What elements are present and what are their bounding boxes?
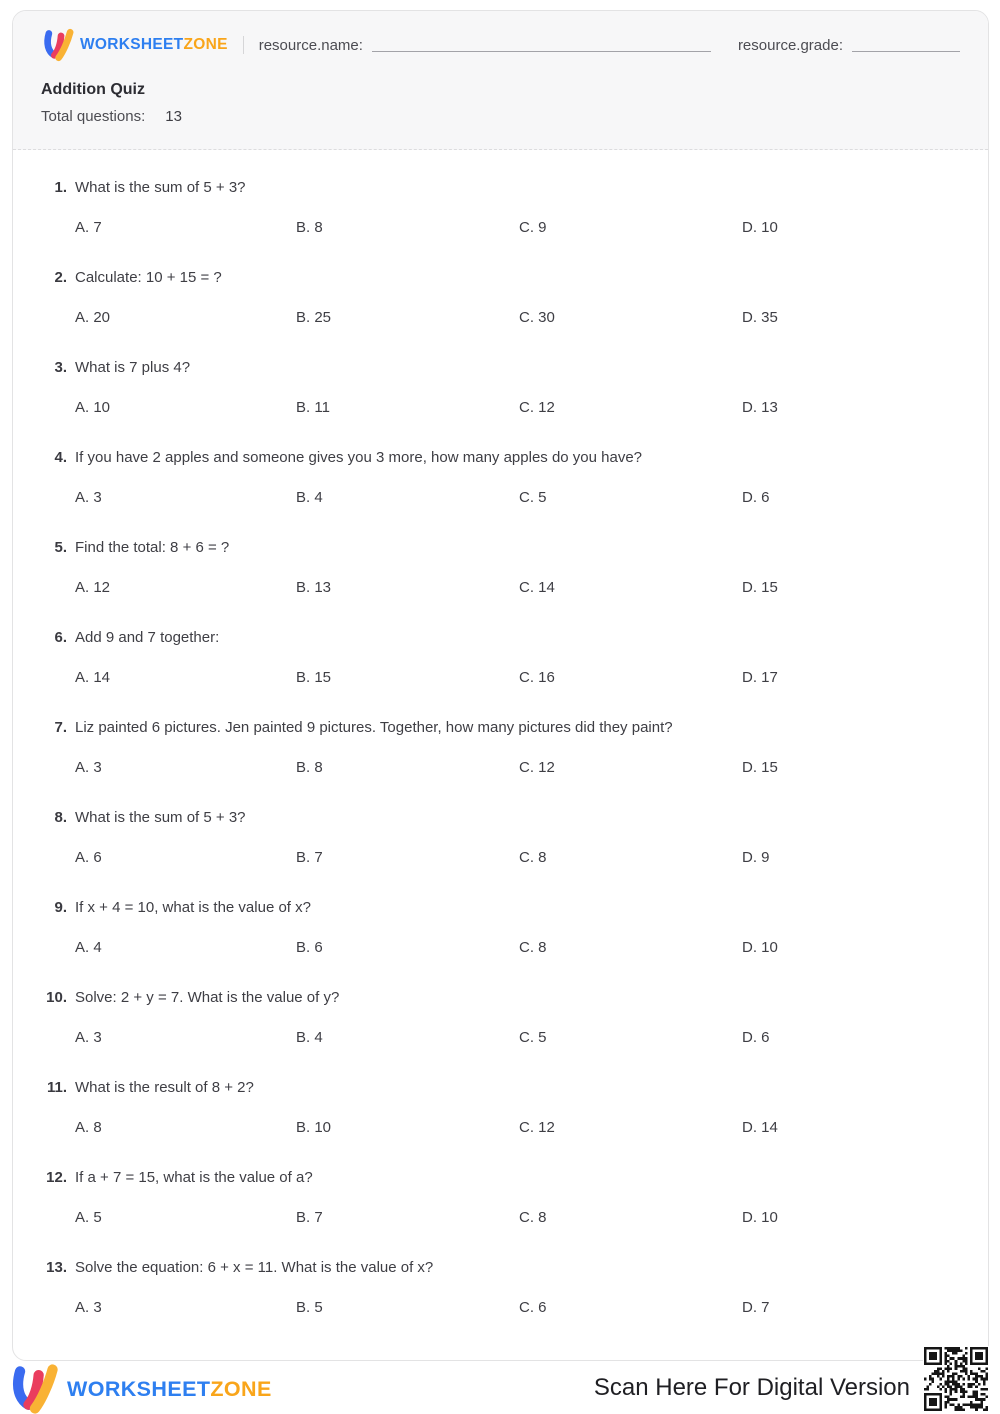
- answer-option-b: B. 6: [296, 939, 323, 956]
- answer-option-c: C. 8: [519, 1209, 547, 1226]
- total-questions-label: Total questions:: [41, 108, 146, 125]
- question-text: What is 7 plus 4?: [75, 359, 191, 376]
- answer-option-a: A. 7: [75, 219, 102, 236]
- question-line: [41, 538, 960, 558]
- answer-option-a: A. 6: [75, 849, 102, 866]
- answer-options-row: [75, 578, 960, 598]
- quiz-title: Addition Quiz: [41, 81, 145, 98]
- answer-option-a: A. 20: [75, 309, 111, 326]
- answer-options-row: [75, 1208, 960, 1228]
- question-block: [41, 268, 960, 328]
- worksheet-header: [13, 11, 988, 150]
- header-row: [41, 26, 960, 64]
- answer-option-b: B. 8: [296, 219, 323, 236]
- answer-option-c: C. 5: [519, 1029, 547, 1046]
- footer-logo-wordmark: [67, 1377, 272, 1402]
- answer-options-row: [75, 938, 960, 958]
- answer-option-c: C. 12: [519, 759, 555, 776]
- question-line: [41, 448, 960, 468]
- answer-option-a: A. 3: [75, 1299, 102, 1316]
- question-line: [41, 178, 960, 198]
- question-block: [41, 1078, 960, 1138]
- question-text: Solve: 2 + y = 7. What is the value of y?: [75, 989, 340, 1006]
- footer-worksheetzone-logo: [8, 1363, 272, 1414]
- question-number: 2.: [54, 269, 67, 286]
- logo-word-zone: ZONE: [183, 36, 228, 53]
- answer-option-b: B. 5: [296, 1299, 323, 1316]
- qr-code: [923, 1346, 989, 1412]
- question-text: If a + 7 = 15, what is the value of a?: [75, 1169, 313, 1186]
- question-block: [41, 178, 960, 238]
- questions-list: [13, 150, 988, 1318]
- question-number: 5.: [54, 539, 67, 556]
- question-number: 12.: [46, 1169, 67, 1186]
- answer-option-b: B. 11: [296, 399, 330, 416]
- question-number: 11.: [46, 1079, 67, 1096]
- answer-option-d: D. 10: [742, 1209, 778, 1226]
- answer-option-d: D. 15: [742, 579, 778, 596]
- question-line: [41, 808, 960, 828]
- question-number: 1.: [54, 179, 67, 196]
- question-text: Calculate: 10 + 15 = ?: [75, 269, 222, 286]
- answer-option-a: A. 12: [75, 579, 111, 596]
- answer-options-row: [75, 668, 960, 688]
- answer-option-a: A. 14: [75, 669, 111, 686]
- answer-option-a: A. 3: [75, 1029, 102, 1046]
- question-block: [41, 628, 960, 688]
- question-block: [41, 808, 960, 868]
- question-number: 3.: [54, 359, 67, 376]
- answer-options-row: [75, 308, 960, 328]
- answer-option-d: D. 10: [742, 939, 778, 956]
- answer-option-c: C. 14: [519, 579, 555, 596]
- question-text: Liz painted 6 pictures. Jen painted 9 pictures. Together, how many pictures did they paint?: [75, 719, 673, 736]
- question-line: [41, 1078, 960, 1098]
- answer-options-row: [75, 218, 960, 238]
- total-questions-value: 13: [165, 108, 182, 125]
- question-block: [41, 448, 960, 508]
- answer-option-c: C. 30: [519, 309, 555, 326]
- answer-option-d: D. 35: [742, 309, 778, 326]
- worksheetzone-w-icon: [8, 1363, 60, 1414]
- logo-word-worksheet: WORKSHEET: [80, 36, 184, 53]
- answer-option-d: D. 13: [742, 399, 778, 416]
- worksheetzone-logo: [41, 28, 228, 62]
- worksheetzone-w-icon: [41, 28, 75, 62]
- question-block: [41, 1258, 960, 1318]
- logo-word-worksheet: WORKSHEET: [67, 1376, 211, 1401]
- answer-option-a: A. 3: [75, 759, 102, 776]
- resource-grade-label: resource.grade:: [737, 36, 843, 54]
- question-number: 7.: [54, 719, 67, 736]
- answer-option-b: B. 8: [296, 759, 323, 776]
- question-block: [41, 358, 960, 418]
- answer-option-a: A. 3: [75, 489, 102, 506]
- question-line: [41, 628, 960, 648]
- resource-grade-blank-line: [852, 38, 960, 52]
- answer-option-b: B. 7: [296, 849, 323, 866]
- header-divider: [243, 36, 244, 54]
- answer-options-row: [75, 1298, 960, 1318]
- question-text: What is the sum of 5 + 3?: [75, 179, 246, 196]
- question-number: 10.: [46, 989, 67, 1006]
- question-text: Find the total: 8 + 6 = ?: [75, 539, 230, 556]
- question-text: If you have 2 apples and someone gives you 3 more, how many apples do you have?: [75, 449, 643, 466]
- question-line: [41, 898, 960, 918]
- page-footer: [8, 1364, 992, 1414]
- answer-options-row: [75, 1028, 960, 1048]
- question-text: What is the sum of 5 + 3?: [75, 809, 246, 826]
- answer-option-b: B. 4: [296, 489, 323, 506]
- resource-name-blank-line: [372, 38, 711, 52]
- answer-option-c: C. 8: [519, 849, 547, 866]
- answer-option-b: B. 7: [296, 1209, 323, 1226]
- answer-option-b: B. 13: [296, 579, 332, 596]
- answer-option-d: D. 7: [742, 1299, 770, 1316]
- answer-option-c: C. 12: [519, 1119, 555, 1136]
- total-questions: [41, 108, 960, 125]
- answer-option-a: A. 10: [75, 399, 111, 416]
- question-line: [41, 1258, 960, 1278]
- answer-options-row: [75, 1118, 960, 1138]
- answer-option-c: C. 9: [519, 219, 547, 236]
- answer-option-b: B. 4: [296, 1029, 323, 1046]
- answer-option-a: A. 5: [75, 1209, 102, 1226]
- question-line: [41, 988, 960, 1008]
- question-line: [41, 1168, 960, 1188]
- question-number: 9.: [54, 899, 67, 916]
- logo-word-zone: ZONE: [210, 1376, 272, 1401]
- worksheet-card: [12, 10, 989, 1361]
- answer-option-c: C. 8: [519, 939, 547, 956]
- question-number: 4.: [54, 449, 67, 466]
- question-text: What is the result of 8 + 2?: [75, 1079, 254, 1096]
- answer-option-d: D. 9: [742, 849, 770, 866]
- question-number: 13.: [46, 1259, 67, 1276]
- resource-name-label: resource.name:: [258, 36, 363, 54]
- answer-option-c: C. 5: [519, 489, 547, 506]
- question-block: [41, 1168, 960, 1228]
- answer-option-d: D. 14: [742, 1119, 778, 1136]
- answer-option-d: D. 6: [742, 1029, 770, 1046]
- question-number: 8.: [54, 809, 67, 826]
- question-block: [41, 718, 960, 778]
- answer-options-row: [75, 758, 960, 778]
- scan-here-label: Scan Here For Digital Version: [593, 1374, 910, 1401]
- answer-option-a: A. 8: [75, 1119, 102, 1136]
- answer-option-d: D. 15: [742, 759, 778, 776]
- question-text: Add 9 and 7 together:: [75, 629, 220, 646]
- question-line: [41, 358, 960, 378]
- answer-option-d: D. 17: [742, 669, 778, 686]
- logo-wordmark: [80, 36, 228, 54]
- answer-options-row: [75, 488, 960, 508]
- question-line: [41, 268, 960, 288]
- answer-options-row: [75, 848, 960, 868]
- answer-option-a: A. 4: [75, 939, 102, 956]
- question-text: Solve the equation: 6 + x = 11. What is the value of x?: [75, 1259, 434, 1276]
- answer-option-b: B. 10: [296, 1119, 332, 1136]
- answer-option-c: C. 12: [519, 399, 555, 416]
- question-text: If x + 4 = 10, what is the value of x?: [75, 899, 311, 916]
- question-block: [41, 988, 960, 1048]
- question-block: [41, 898, 960, 958]
- answer-option-b: B. 15: [296, 669, 332, 686]
- answer-options-row: [75, 398, 960, 418]
- answer-option-b: B. 25: [296, 309, 332, 326]
- question-line: [41, 718, 960, 738]
- answer-option-d: D. 10: [742, 219, 778, 236]
- answer-option-d: D. 6: [742, 489, 770, 506]
- question-number: 6.: [54, 629, 67, 646]
- answer-option-c: C. 16: [519, 669, 555, 686]
- answer-option-c: C. 6: [519, 1299, 547, 1316]
- question-block: [41, 538, 960, 598]
